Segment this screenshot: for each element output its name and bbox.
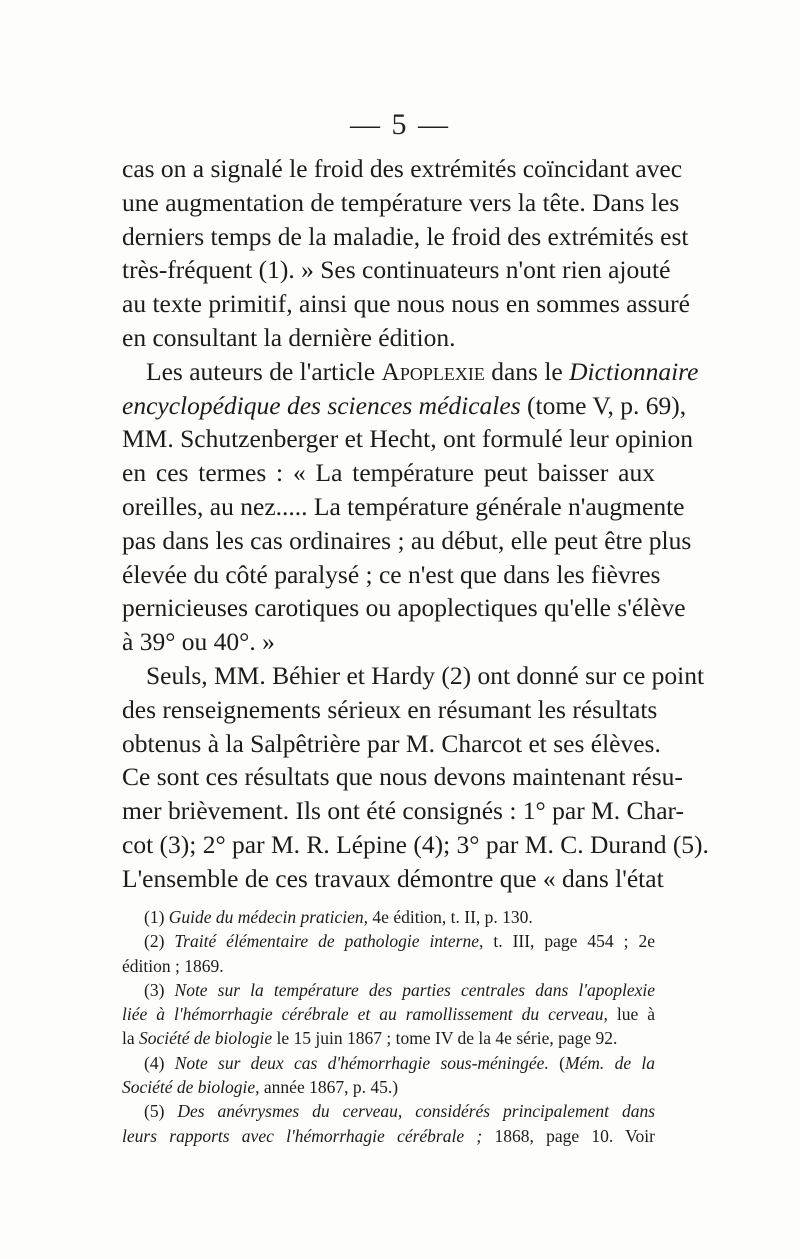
footnotes: [122, 905, 655, 1148]
footnote-title: Note sur la température des parties centrales dans l'apoplexie: [174, 979, 656, 1000]
footnote-number: (4): [144, 1052, 165, 1073]
text-run: dans le: [484, 356, 570, 386]
footnote-title: Société de biologie,: [122, 1077, 260, 1098]
text-run: (tome V, p. 69),: [520, 390, 687, 420]
body-line: mer brièvement. Ils ont été consignés : 1° par M. Char-: [122, 796, 685, 826]
footnote-3-line-3: [122, 1026, 655, 1050]
body-line-paragraph-start: Seuls, MM. Béhier et Hardy (2) ont donné sur ce point: [146, 660, 705, 690]
footnote-text: le 15 juin 1867 ; tome IV de la 4e série, page 92.: [272, 1028, 618, 1049]
footnote-2: [122, 929, 655, 953]
body-line: en ces termes : « La température peut baisser aux: [122, 458, 655, 488]
footnote-text: lue à: [607, 1004, 655, 1025]
footnote-text: année 1867, p. 45.): [259, 1077, 399, 1098]
footnote-5-line-2: [122, 1124, 655, 1148]
body-line: à 39° ou 40°. »: [122, 627, 275, 657]
footnote-5: [122, 1099, 655, 1123]
body-line: cot (3); 2° par M. R. Lépine (4); 3° par M. C. Durand (5).: [122, 829, 709, 859]
text-run: Les auteurs de l'article: [146, 356, 382, 386]
body-line: MM. Schutzenberger et Hecht, ont formulé leur opinion: [122, 424, 694, 454]
footnote-title: Note sur deux cas d'hémorrhagie sous-méningée.: [174, 1052, 549, 1073]
footnote-3: [122, 978, 655, 1002]
footnote-4-line-2: [122, 1075, 655, 1099]
italic-title: encyclopédique des sciences médicales: [122, 390, 521, 420]
footnote-text: (: [548, 1052, 565, 1073]
footnote-title: Des anévrysmes du cerveau, considérés principalement dans: [177, 1101, 656, 1122]
body-line: pas dans les cas ordinaires ; au début, elle peut être plus: [122, 525, 692, 555]
body-line: Ce sont ces résultats que nous devons maintenant résu-: [122, 762, 683, 792]
page-number: — 5 —: [350, 108, 450, 141]
footnote-title: Traité élémentaire de pathologie interne,: [174, 931, 484, 952]
footnote-1: [122, 905, 655, 929]
footnote-number: (1): [144, 907, 165, 927]
body-line: une augmentation de température vers la tête. Dans les: [122, 187, 680, 217]
body-line: des renseignements sérieux en résumant les résultats: [122, 694, 658, 724]
footnote-4: [122, 1051, 655, 1075]
footnote-text: 4e édition, t. II, p. 130.: [368, 907, 533, 927]
body-line: pernicieuses carotiques ou apoplectiques qu'elle s'élève: [122, 593, 686, 623]
italic-title: Dictionnaire: [569, 356, 699, 386]
body-line: au texte primitif, ainsi que nous nous en sommes assuré: [122, 289, 690, 319]
footnote-title: leurs rapports avec l'hémorrhagie cérébrale ;: [122, 1125, 483, 1146]
body-line: en consultant la dernière édition.: [122, 322, 456, 352]
footnote-number: (5): [144, 1101, 165, 1122]
body-line: obtenus à la Salpêtrière par M. Charcot et ses élèves.: [122, 728, 661, 758]
footnote-title: Guide du médecin praticien,: [168, 907, 369, 927]
body-line: oreilles, au nez..... La température générale n'augmente: [122, 491, 685, 521]
body-line: [122, 389, 687, 423]
footnote-text: 1868, page 10. Voir: [482, 1125, 655, 1146]
body-line: derniers temps de la maladie, le froid des extrémités est: [122, 221, 689, 251]
footnote-number: (2): [144, 931, 165, 952]
body-line: cas on a signalé le froid des extrémités coïncidant avec: [122, 154, 683, 183]
body-line: très-fréquent (1). » Ses continuateurs n'ont rien ajouté: [122, 255, 671, 285]
body-text: [122, 152, 709, 896]
body-line: élevée du côté paralysé ; ce n'est que dans les fièvres: [122, 559, 661, 589]
footnote-title: Mém. de la: [564, 1052, 655, 1073]
article-title-smallcaps: Apoplexie: [381, 356, 485, 386]
footnote-number: (3): [144, 979, 165, 1000]
footnote-title: Société de biologie: [139, 1028, 273, 1049]
body-line: L'ensemble de ces travaux démontre que « dans l'état: [122, 863, 664, 893]
footnote-2-line-2: édition ; 1869.: [122, 955, 224, 976]
footnote-title: liée à l'hémorrhagie cérébrale et au ramollissement du cerveau,: [122, 1004, 608, 1025]
footnote-3-line-2: [122, 1002, 655, 1026]
footnote-text: la: [122, 1028, 140, 1049]
footnote-text: t. III, page 454 ; 2e: [483, 931, 656, 952]
body-line-paragraph-start: [122, 355, 699, 389]
